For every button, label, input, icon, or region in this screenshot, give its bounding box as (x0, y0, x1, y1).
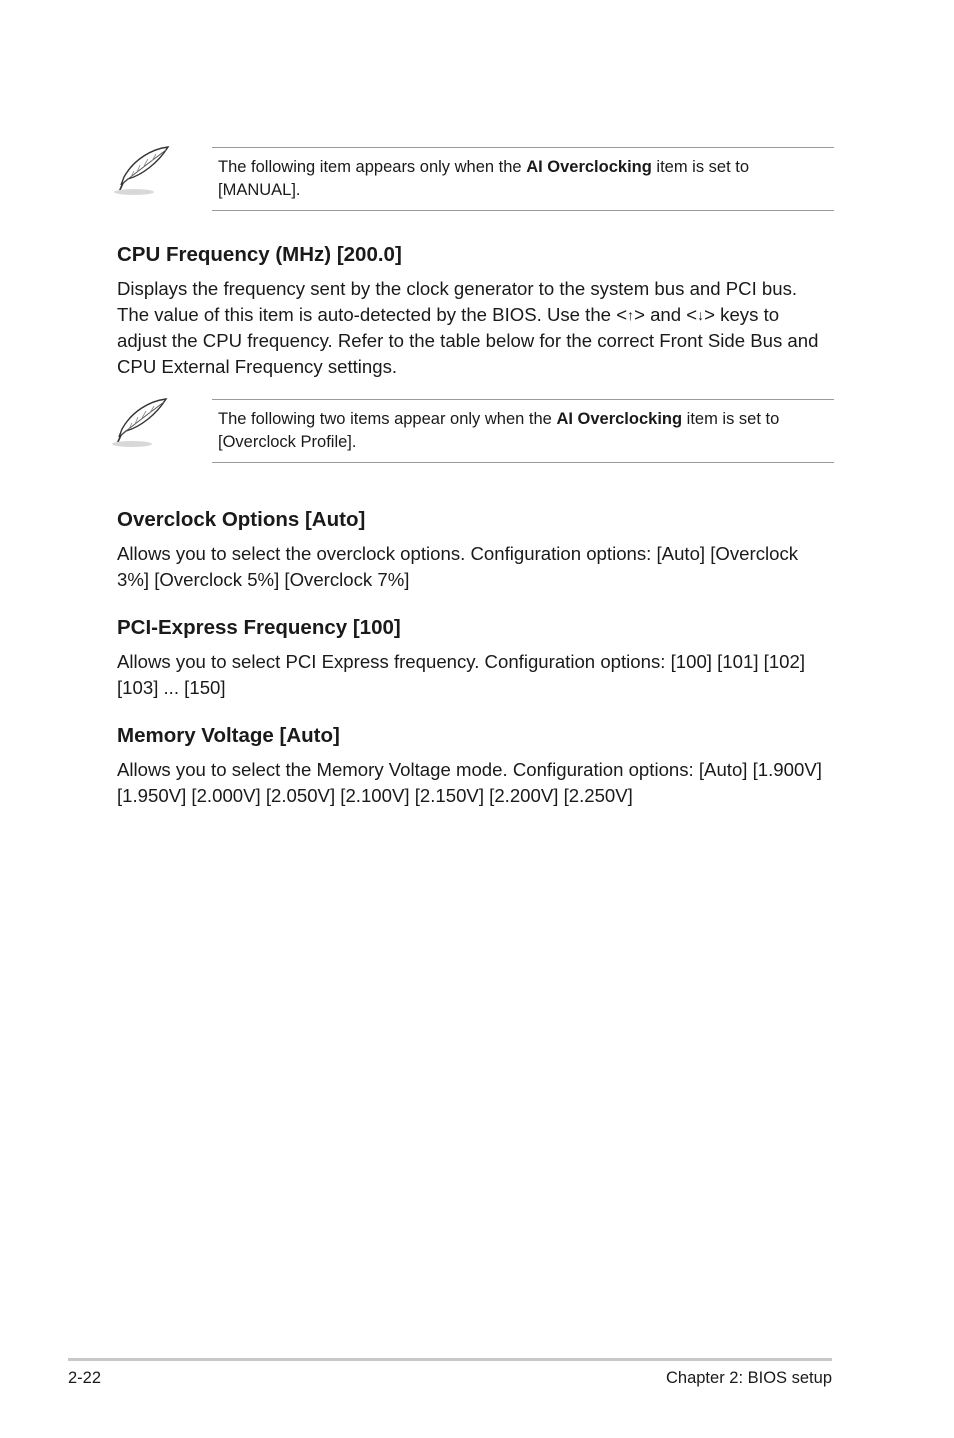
feather-pen-icon (112, 397, 174, 449)
note-text-part: The following item appears only when the (218, 158, 527, 176)
note-text (212, 147, 834, 211)
note-text-part: The following two items appear only when the (218, 410, 557, 428)
memory-voltage-title: Memory Voltage [Auto] (117, 724, 340, 747)
note-text-part: item is set to [MANUAL]. (218, 158, 750, 199)
down-arrow-icon: ↓ (697, 307, 705, 323)
cpu-frequency-description (117, 276, 833, 380)
pci-express-frequency-description: Allows you to select PCI Express frequency. Configuration options: [100] [101] [102] [103] ... [150] (117, 651, 806, 698)
up-arrow-icon: ↑ (627, 307, 635, 323)
note-text (212, 399, 834, 463)
note-keyword: AI Overclocking (556, 410, 683, 428)
cpu-frequency-title: CPU Frequency (MHz) [200.0] (117, 243, 402, 266)
memory-voltage-description: Allows you to select the Memory Voltage mode. Configuration options: [Auto] [1.900V] [1.950V] [2.000V] [2.050V] [2.100V] [2.150V] [2.200V] [2.250V] (117, 759, 822, 806)
description-part: Displays the frequency sent by the clock generator to the system bus and PCI bus. The value of this item is auto-detected by the BIOS. Use the < (117, 278, 798, 325)
page-number: 2-22 (68, 1369, 102, 1387)
description-part: > and < (634, 304, 698, 325)
feather-pen-icon (112, 145, 174, 197)
footer-divider (68, 1358, 832, 1361)
description-part: > keys to adjust the CPU frequency. Refer to the table below for the correct Front Side Bus and CPU External Frequency settings. (117, 304, 819, 377)
chapter-title: Chapter 2: BIOS setup (665, 1369, 832, 1387)
overclock-options-title: Overclock Options [Auto] (117, 508, 366, 531)
note-text-part: item is set to [Overclock Profile]. (218, 410, 780, 451)
overclock-options-description: Allows you to select the overclock options. Configuration options: [Auto] [Overclock 3%] [Overclock 5%] [Overclock 7%] (117, 543, 799, 590)
pci-express-frequency-title: PCI-Express Frequency [100] (117, 616, 401, 639)
note-keyword: AI Overclocking (526, 158, 652, 176)
